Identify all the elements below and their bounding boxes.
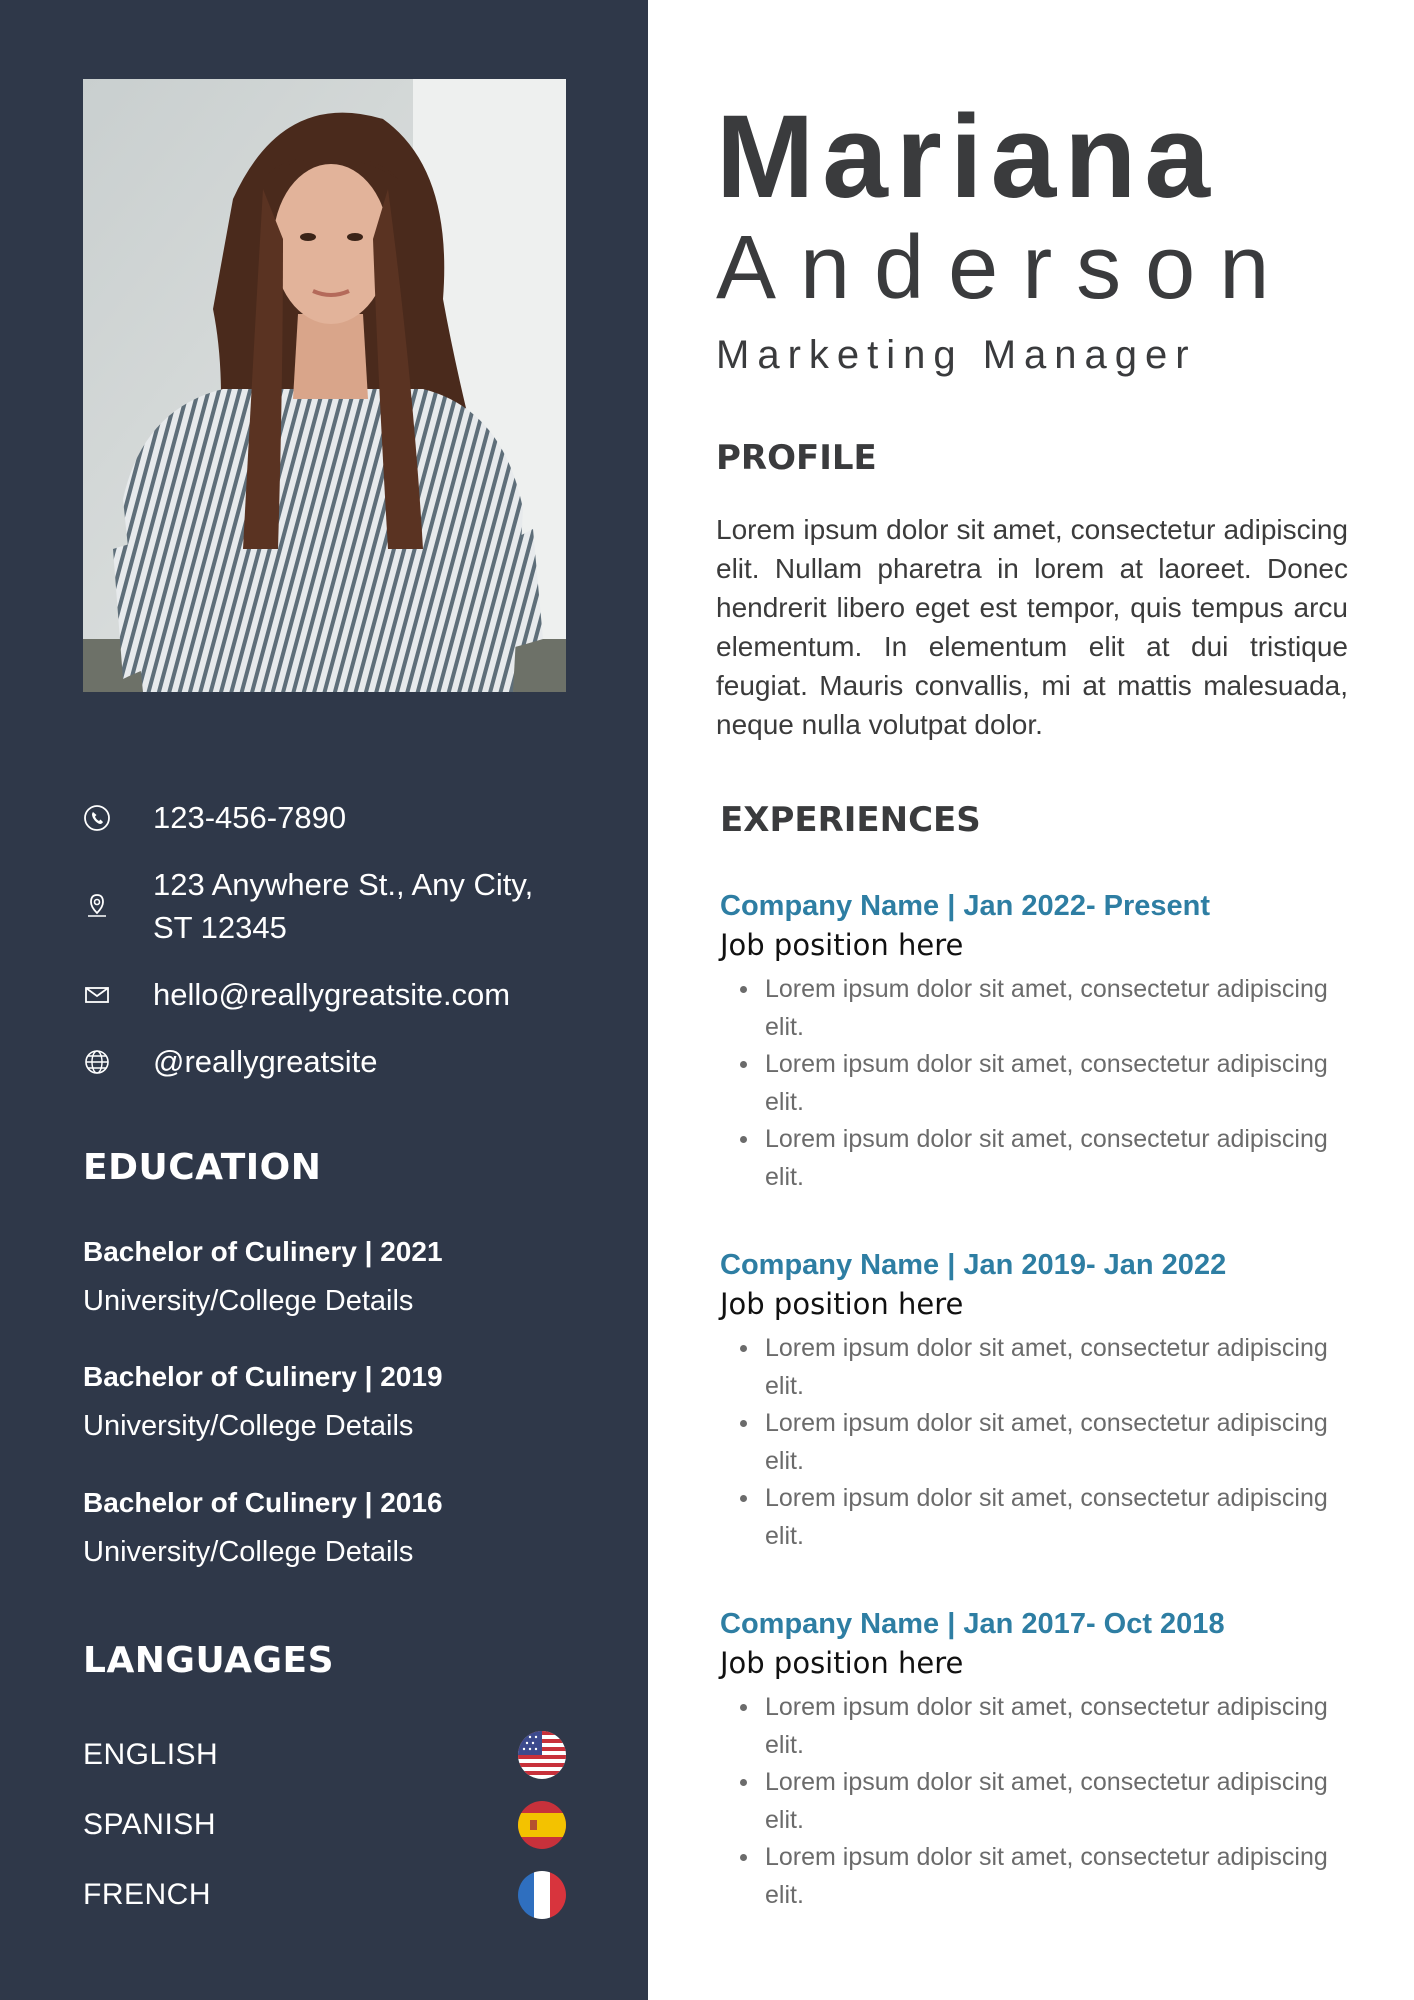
us-flag-icon — [518, 1731, 566, 1779]
contact-email[interactable] — [83, 973, 583, 1016]
language-item — [83, 1720, 566, 1790]
globe-icon — [83, 1048, 111, 1076]
education-item — [83, 1486, 583, 1572]
list-item: Lorem ipsum dolor sit amet, consectetur adipiscing elit. — [720, 1330, 1340, 1405]
education-school: University/College Details — [83, 1410, 414, 1442]
education-item — [83, 1235, 583, 1321]
address-line-2: ST 12345 — [153, 910, 287, 945]
experience-item — [720, 887, 1340, 1196]
education-school: University/College Details — [83, 1536, 414, 1568]
language-name: ENGLISH — [83, 1738, 219, 1771]
profile-photo — [83, 79, 566, 692]
phone-icon — [83, 804, 111, 832]
contact-website[interactable] — [83, 1040, 583, 1083]
experience-bullets — [720, 971, 1340, 1196]
main-content — [648, 0, 1414, 2000]
language-item — [83, 1860, 566, 1930]
phone-number: 123-456-7890 — [153, 800, 347, 835]
language-name: FRENCH — [83, 1878, 211, 1911]
address — [153, 863, 533, 949]
list-item: Lorem ipsum dolor sit amet, consectetur adipiscing elit. — [720, 1405, 1340, 1480]
experience-bullets — [720, 1689, 1340, 1914]
experiences-heading: EXPERIENCES — [720, 800, 981, 840]
list-item: Lorem ipsum dolor sit amet, consectetur adipiscing elit. — [720, 1764, 1340, 1839]
experience-position: Job position here — [720, 1287, 964, 1321]
education-degree: Bachelor of Culinery | 2019 — [83, 1361, 443, 1392]
languages-list — [83, 1720, 566, 1930]
education-item — [83, 1360, 583, 1446]
list-item: Lorem ipsum dolor sit amet, consectetur adipiscing elit. — [720, 1480, 1340, 1555]
first-name: Mariana — [716, 91, 1218, 223]
experience-company: Company Name | Jan 2017- Oct 2018 — [720, 1608, 1225, 1640]
education-heading: EDUCATION — [83, 1147, 322, 1188]
location-pin-icon — [83, 892, 111, 920]
sidebar — [0, 0, 648, 2000]
education-school: University/College Details — [83, 1285, 414, 1317]
education-degree: Bachelor of Culinery | 2021 — [83, 1236, 443, 1267]
list-item: Lorem ipsum dolor sit amet, consectetur adipiscing elit. — [720, 1046, 1340, 1121]
profile-heading: PROFILE — [716, 438, 877, 478]
list-item: Lorem ipsum dolor sit amet, consectetur adipiscing elit. — [720, 971, 1340, 1046]
france-flag-icon — [518, 1871, 566, 1919]
education-degree: Bachelor of Culinery | 2016 — [83, 1487, 443, 1518]
website-handle: @reallygreatsite — [153, 1044, 378, 1079]
list-item: Lorem ipsum dolor sit amet, consectetur adipiscing elit. — [720, 1121, 1340, 1196]
job-title: Marketing Manager — [716, 333, 1197, 377]
email-address: hello@reallygreatsite.com — [153, 977, 511, 1012]
mail-icon — [83, 981, 111, 1009]
profile-text: Lorem ipsum dolor sit amet, consectetur adipiscing elit. Nullam pharetra in lorem at laoreet. Donec hendrerit libero eget est tempor, quis tempus arcu elementum. In elementum elit at dui tristique feugiat. Mauris convallis, mi at mattis malesuada, neque nulla volutpat dolor. — [716, 514, 1348, 740]
experience-item — [720, 1246, 1340, 1555]
experience-company: Company Name | Jan 2019- Jan 2022 — [720, 1249, 1227, 1281]
language-item — [83, 1790, 566, 1860]
last-name: Anderson — [716, 218, 1294, 318]
experience-bullets — [720, 1330, 1340, 1555]
experience-position: Job position here — [720, 1646, 964, 1680]
contact-phone[interactable] — [83, 796, 583, 839]
languages-heading: LANGUAGES — [83, 1640, 335, 1681]
experience-position: Job position here — [720, 928, 964, 962]
language-name: SPANISH — [83, 1808, 216, 1841]
contact-address — [83, 863, 583, 949]
address-line-1: 123 Anywhere St., Any City, — [153, 867, 534, 902]
list-item: Lorem ipsum dolor sit amet, consectetur adipiscing elit. — [720, 1839, 1340, 1914]
list-item: Lorem ipsum dolor sit amet, consectetur adipiscing elit. — [720, 1689, 1340, 1764]
experience-company: Company Name | Jan 2022- Present — [720, 890, 1211, 922]
contact-list — [83, 796, 583, 1107]
spain-flag-icon — [518, 1801, 566, 1849]
experience-item — [720, 1605, 1340, 1914]
